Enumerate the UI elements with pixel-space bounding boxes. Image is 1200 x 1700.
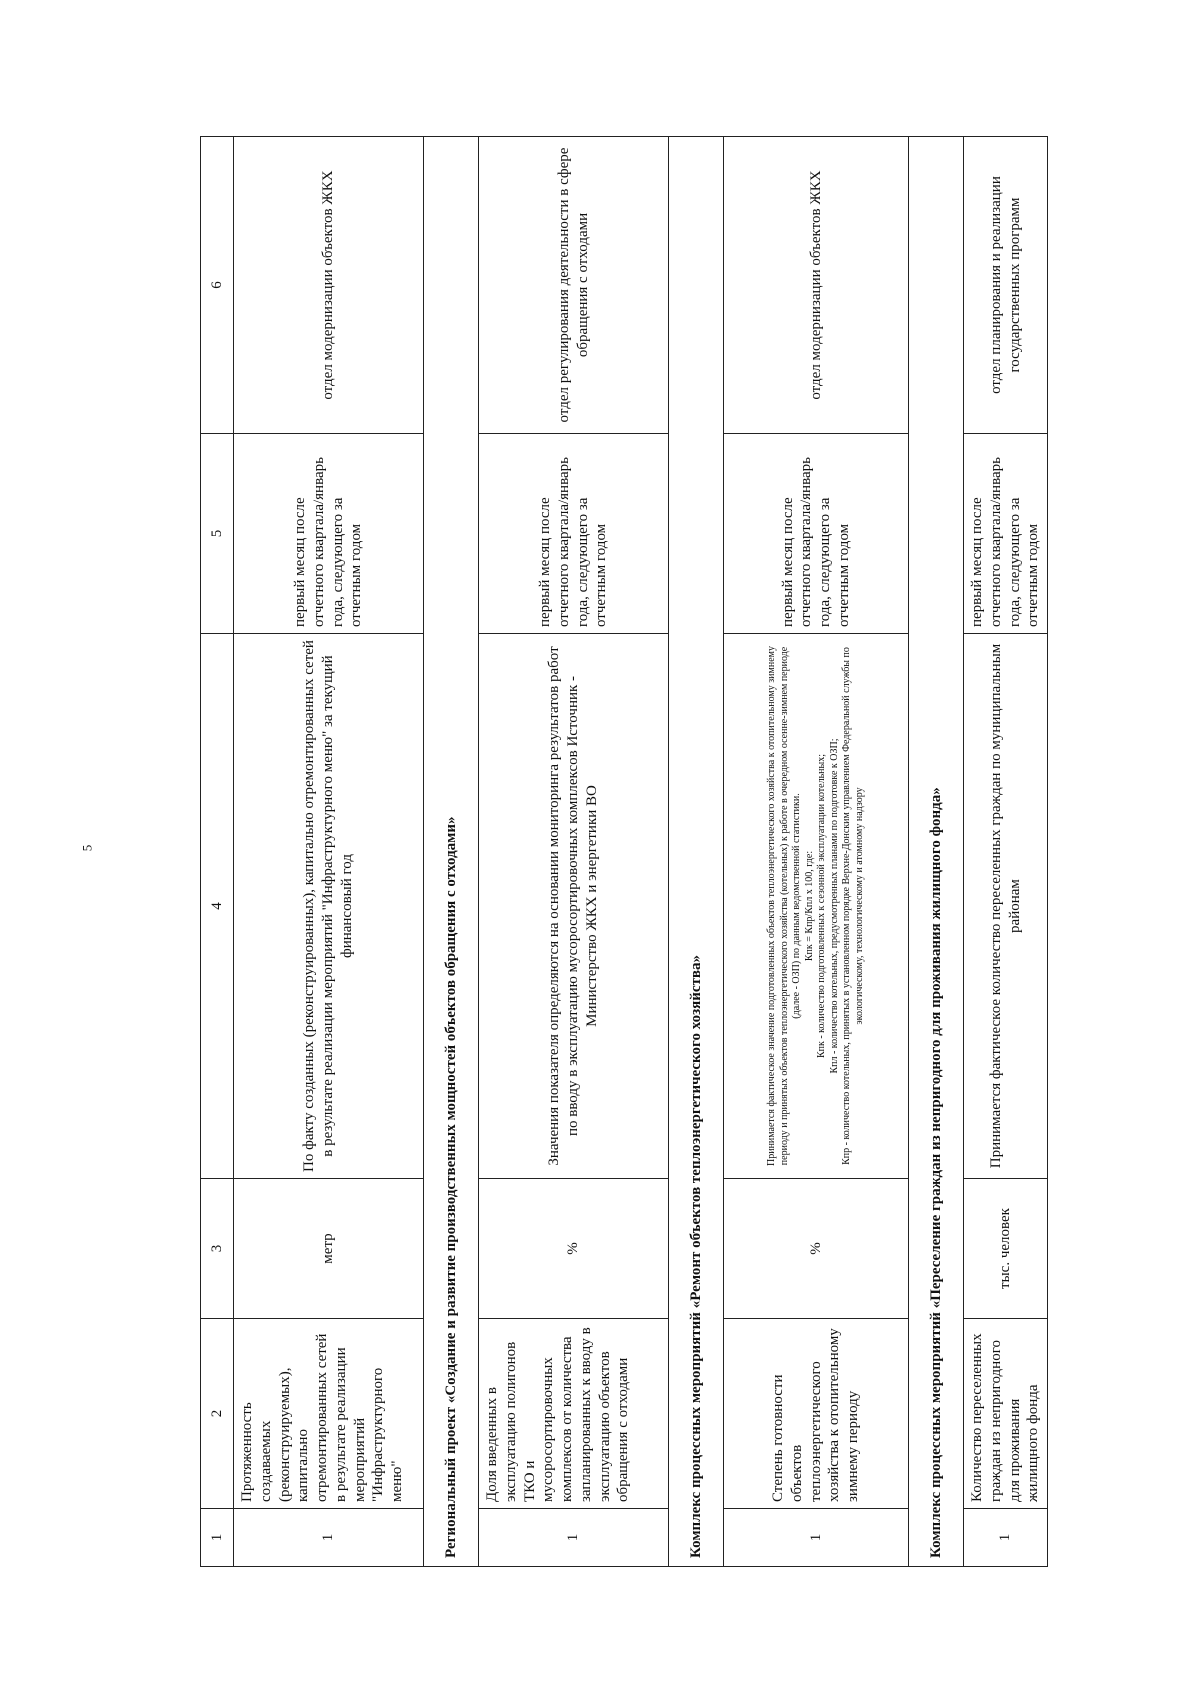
- page-number: 5: [79, 844, 95, 852]
- section-title: Комплекс процессных мероприятий «Ремонт объектов теплоэнергетического хозяйства»: [669, 137, 724, 1567]
- header-row: [201, 137, 234, 1567]
- method-cell: Принимается фактическое количество переселенных граждан по муниципальным районам: [964, 634, 1048, 1179]
- row-number: 1: [479, 1509, 669, 1567]
- table-row: [479, 137, 669, 1567]
- indicator-name: Доля введенных в эксплуатацию полигонов ТКО и мусоросортировочных комплексов от количества запланированных к вводу в эксплуатацию объектов обращения с отходами: [479, 1319, 669, 1509]
- method-cell: Значения показателя определяются на основании мониторинга результатов работ по вводу в эксплуатацию мусоросортировочных комплексов Источник - Министерство ЖКХ и энергетики ВО: [479, 634, 669, 1179]
- deadline-cell: первый месяц после отчетного квартала/январь года, следующего за отчетным годом: [479, 434, 669, 634]
- responsible-cell: отдел планирования и реализации государственных программ: [964, 137, 1048, 434]
- section-title: Комплекс процессных мероприятий «Переселение граждан из непригодного для проживания жилищного фонда»: [909, 137, 964, 1567]
- indicator-name: Протяженность создаваемых (реконструируемых), капитально отремонтированных сетей в результате реализации мероприятий "Инфраструктурного меню": [234, 1319, 424, 1509]
- unit-cell: %: [724, 1179, 909, 1319]
- responsible-cell: отдел модернизации объектов ЖКХ: [724, 137, 909, 434]
- responsible-cell: отдел регулирования деятельности в сфере обращения с отходами: [479, 137, 669, 434]
- section-title: Региональный проект «Создание и развитие производственных мощностей объектов обращения с отходами»: [424, 137, 479, 1567]
- table-row: [234, 137, 424, 1567]
- rotated-table-container: [200, 137, 1042, 1567]
- method-cell: По факту созданных (реконструированных), капитально отремонтированных сетей в результате реализации мероприятий "Инфраструктурного меню" за текущий финансовый год: [234, 634, 424, 1179]
- row-number: 1: [724, 1509, 909, 1567]
- header-cell-1: 1: [201, 1509, 234, 1567]
- method-formula: Кпк = Кпр/Кпл х 100, где:: [803, 850, 815, 962]
- header-cell-5: 5: [201, 434, 234, 634]
- unit-cell: %: [479, 1179, 669, 1319]
- table-row: [964, 137, 1048, 1567]
- table-row: [724, 137, 909, 1567]
- method-cell: [724, 634, 909, 1179]
- unit-cell: тыс. человек: [964, 1179, 1048, 1319]
- indicator-name: Количество переселенных граждан из непригодного для проживания жилищного фонда: [964, 1319, 1048, 1509]
- deadline-cell: первый месяц после отчетного квартала/январь года, следующего за отчетным годом: [234, 434, 424, 634]
- section-row: [669, 137, 724, 1567]
- indicator-name: Степень готовности объектов теплоэнергетического хозяйства к отопительному зимнему периоду: [724, 1319, 909, 1509]
- row-number: 1: [964, 1509, 1048, 1567]
- method-intro: Принимается фактическое значение подготовленных объектов теплоэнергетического хозяйства к отопительному зимнему периоду и принятых объектов теплоэнергетического хозяйства (котельных) к работе в очередном осенне-зимнем периоде (далее - ОЗП) по данным ведомственной статистики.: [766, 646, 802, 1166]
- header-cell-3: 3: [201, 1179, 234, 1319]
- method-line: Кпк - количество подготовленных к сезонной эксплуатации котельных;: [816, 753, 827, 1059]
- responsible-cell: отдел модернизации объектов ЖКХ: [234, 137, 424, 434]
- unit-cell: метр: [234, 1179, 424, 1319]
- header-cell-2: 2: [201, 1319, 234, 1509]
- method-line: Кпл - количество котельных, предусмотренных планами по подготовке к ОЗП;: [828, 738, 840, 1074]
- header-cell-6: 6: [201, 137, 234, 434]
- deadline-cell: первый месяц после отчетного квартала/январь года, следующего за отчетным годом: [724, 434, 909, 634]
- section-row: [909, 137, 964, 1567]
- indicators-table: [200, 136, 1048, 1567]
- deadline-cell: первый месяц после отчетного квартала/январь года, следующего за отчетным годом: [964, 434, 1048, 634]
- method-line: Кпр - количество котельных, принятых в установленном порядке Верхне-Донским управлением Федеральной службы по экологическому, технологическому и атомному надзору: [841, 647, 865, 1165]
- section-row: [424, 137, 479, 1567]
- header-cell-4: 4: [201, 634, 234, 1179]
- row-number: 1: [234, 1509, 424, 1567]
